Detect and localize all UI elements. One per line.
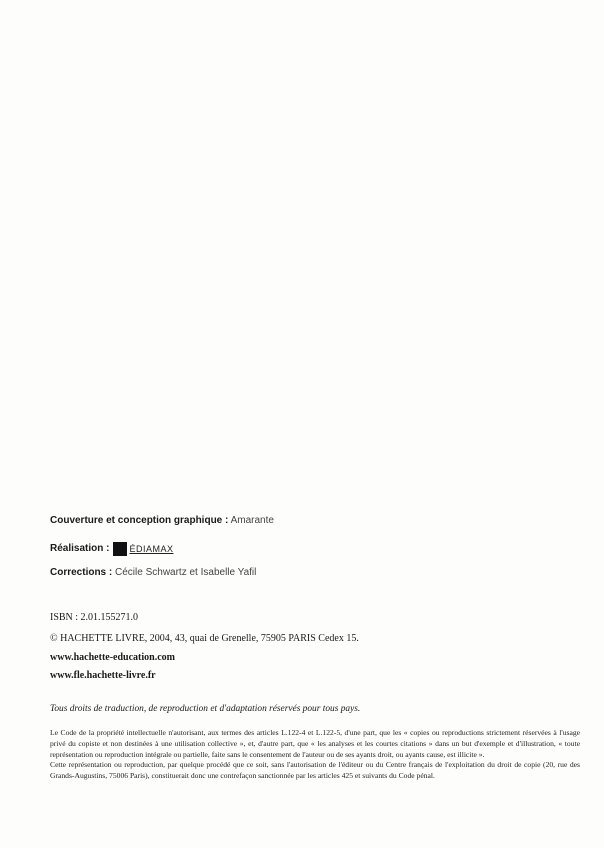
cover-credit-label: Couverture et conception graphique :	[50, 515, 229, 526]
url-hachette-education[interactable]: www.hachette-education.com	[50, 652, 175, 663]
realisation-credit	[50, 542, 173, 556]
legal-notice	[50, 728, 580, 782]
cover-credit	[50, 515, 274, 527]
corrections-credit	[50, 567, 256, 579]
legal-paragraph-1: Le Code de la propriété intellectuelle n'autorisant, aux termes des articles L.122-4 et L.122-5, d'une part, que les « copies ou reproductions strictement réservées à l'usage privé du copiste et non destinées à une utilisation collective », et, d'autre part, que « les analyses et les courtes citations » dans un but d'exemple et d'illustration, « toute représentation ou reproduction intégrale ou partielle, faite sans le consentement de l'auteur ou de ses ayants droit, ou ayants cause, est illicite ».	[50, 728, 580, 759]
realisation-credit-label: Réalisation :	[50, 543, 110, 554]
ediamax-logo-mark-icon	[113, 542, 127, 556]
cover-credit-value: Amarante	[230, 515, 274, 526]
copyright-line: © HACHETTE LIVRE, 2004, 43, quai de Grenelle, 75905 PARIS Cedex 15.	[50, 633, 359, 644]
ediamax-logo	[113, 542, 173, 556]
ediamax-logo-text: ÉDIAMAX	[129, 544, 174, 554]
isbn: ISBN : 2.01.155271.0	[50, 612, 139, 623]
corrections-credit-value: Cécile Schwartz et Isabelle Yafil	[115, 567, 257, 578]
corrections-credit-label: Corrections :	[50, 567, 113, 578]
url-fle-hachette[interactable]: www.fle.hachette-livre.fr	[50, 670, 156, 681]
legal-paragraph-2: Cette représentation ou reproduction, par quelque procédé que ce soit, sans l'autorisation de l'éditeur ou du Centre français de l'exploitation du droit de copie (20, rue des Grands-Augustins, 75006 Paris), constituerait donc une contrefaçon sanctionnée par les articles 425 et suivants du Code pénal.	[50, 760, 580, 781]
rights-notice: Tous droits de traduction, de reproduction et d'adaptation réservés pour tous pays.	[50, 704, 361, 714]
